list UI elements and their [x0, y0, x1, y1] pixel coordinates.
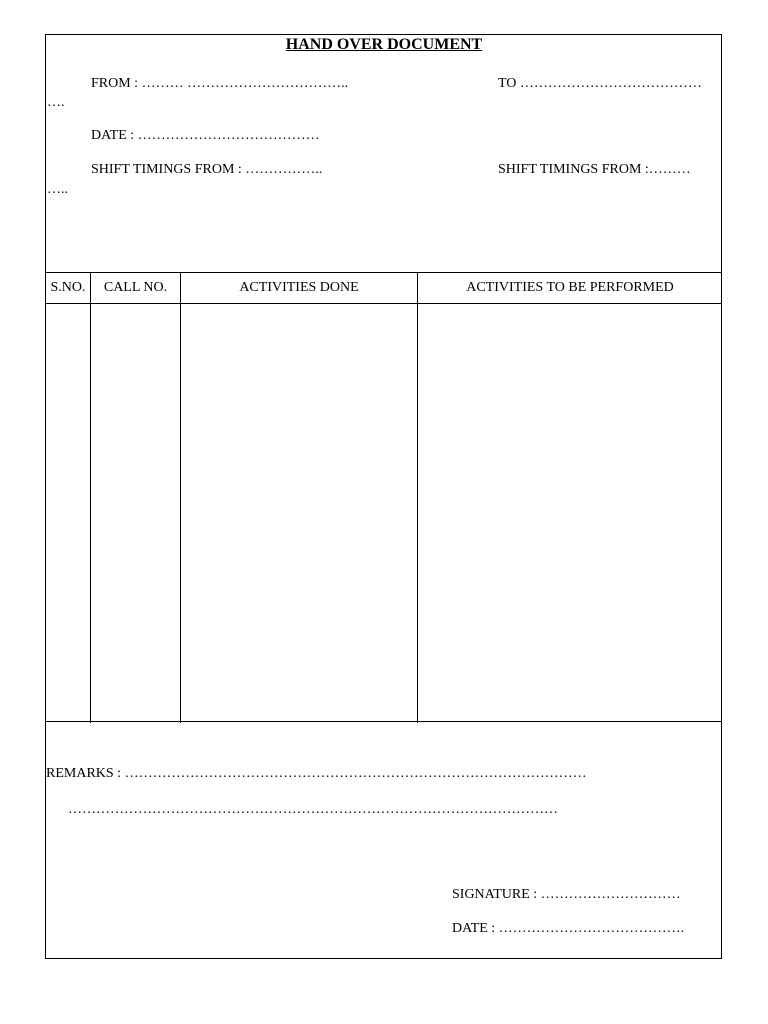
shift-timings-from-left[interactable]: SHIFT TIMINGS FROM : …………….. [91, 162, 323, 177]
date-field[interactable]: DATE : ………………………………… [91, 128, 320, 143]
shift-timings-wrap: ….. [47, 182, 68, 197]
column-header-activities-to-be-performed: ACTIVITIES TO BE PERFORMED [466, 280, 674, 295]
column-header-call-no: CALL NO. [103, 280, 168, 295]
footer-date-field[interactable]: DATE : …………………………………. [452, 921, 685, 936]
table-cell-activities-done[interactable] [181, 304, 417, 721]
column-header-sno: S.NO. [50, 280, 86, 295]
remarks-continuation[interactable]: …………………………………………………………………………………………… [68, 802, 558, 817]
signature-field[interactable]: SIGNATURE : ………………………… [452, 887, 681, 902]
shift-timings-from-right[interactable]: SHIFT TIMINGS FROM :……… [498, 162, 691, 177]
table-bottom-border [45, 721, 722, 722]
from-field[interactable]: FROM : ……… …………………………….. [91, 76, 349, 91]
table-cell-activities-to-be-performed[interactable] [418, 304, 721, 721]
document-title: HAND OVER DOCUMENT [285, 36, 483, 53]
table-cell-call-no[interactable] [91, 304, 180, 721]
to-field[interactable]: TO ………………………………… [498, 76, 702, 91]
table-cell-sno[interactable] [46, 304, 90, 721]
remarks-field[interactable]: REMARKS : ……………………………………………………………………………………… [46, 766, 587, 781]
to-field-wrap: …. [47, 95, 65, 110]
table-top-border [45, 272, 722, 273]
column-header-activities-done: ACTIVITIES DONE [239, 280, 359, 295]
